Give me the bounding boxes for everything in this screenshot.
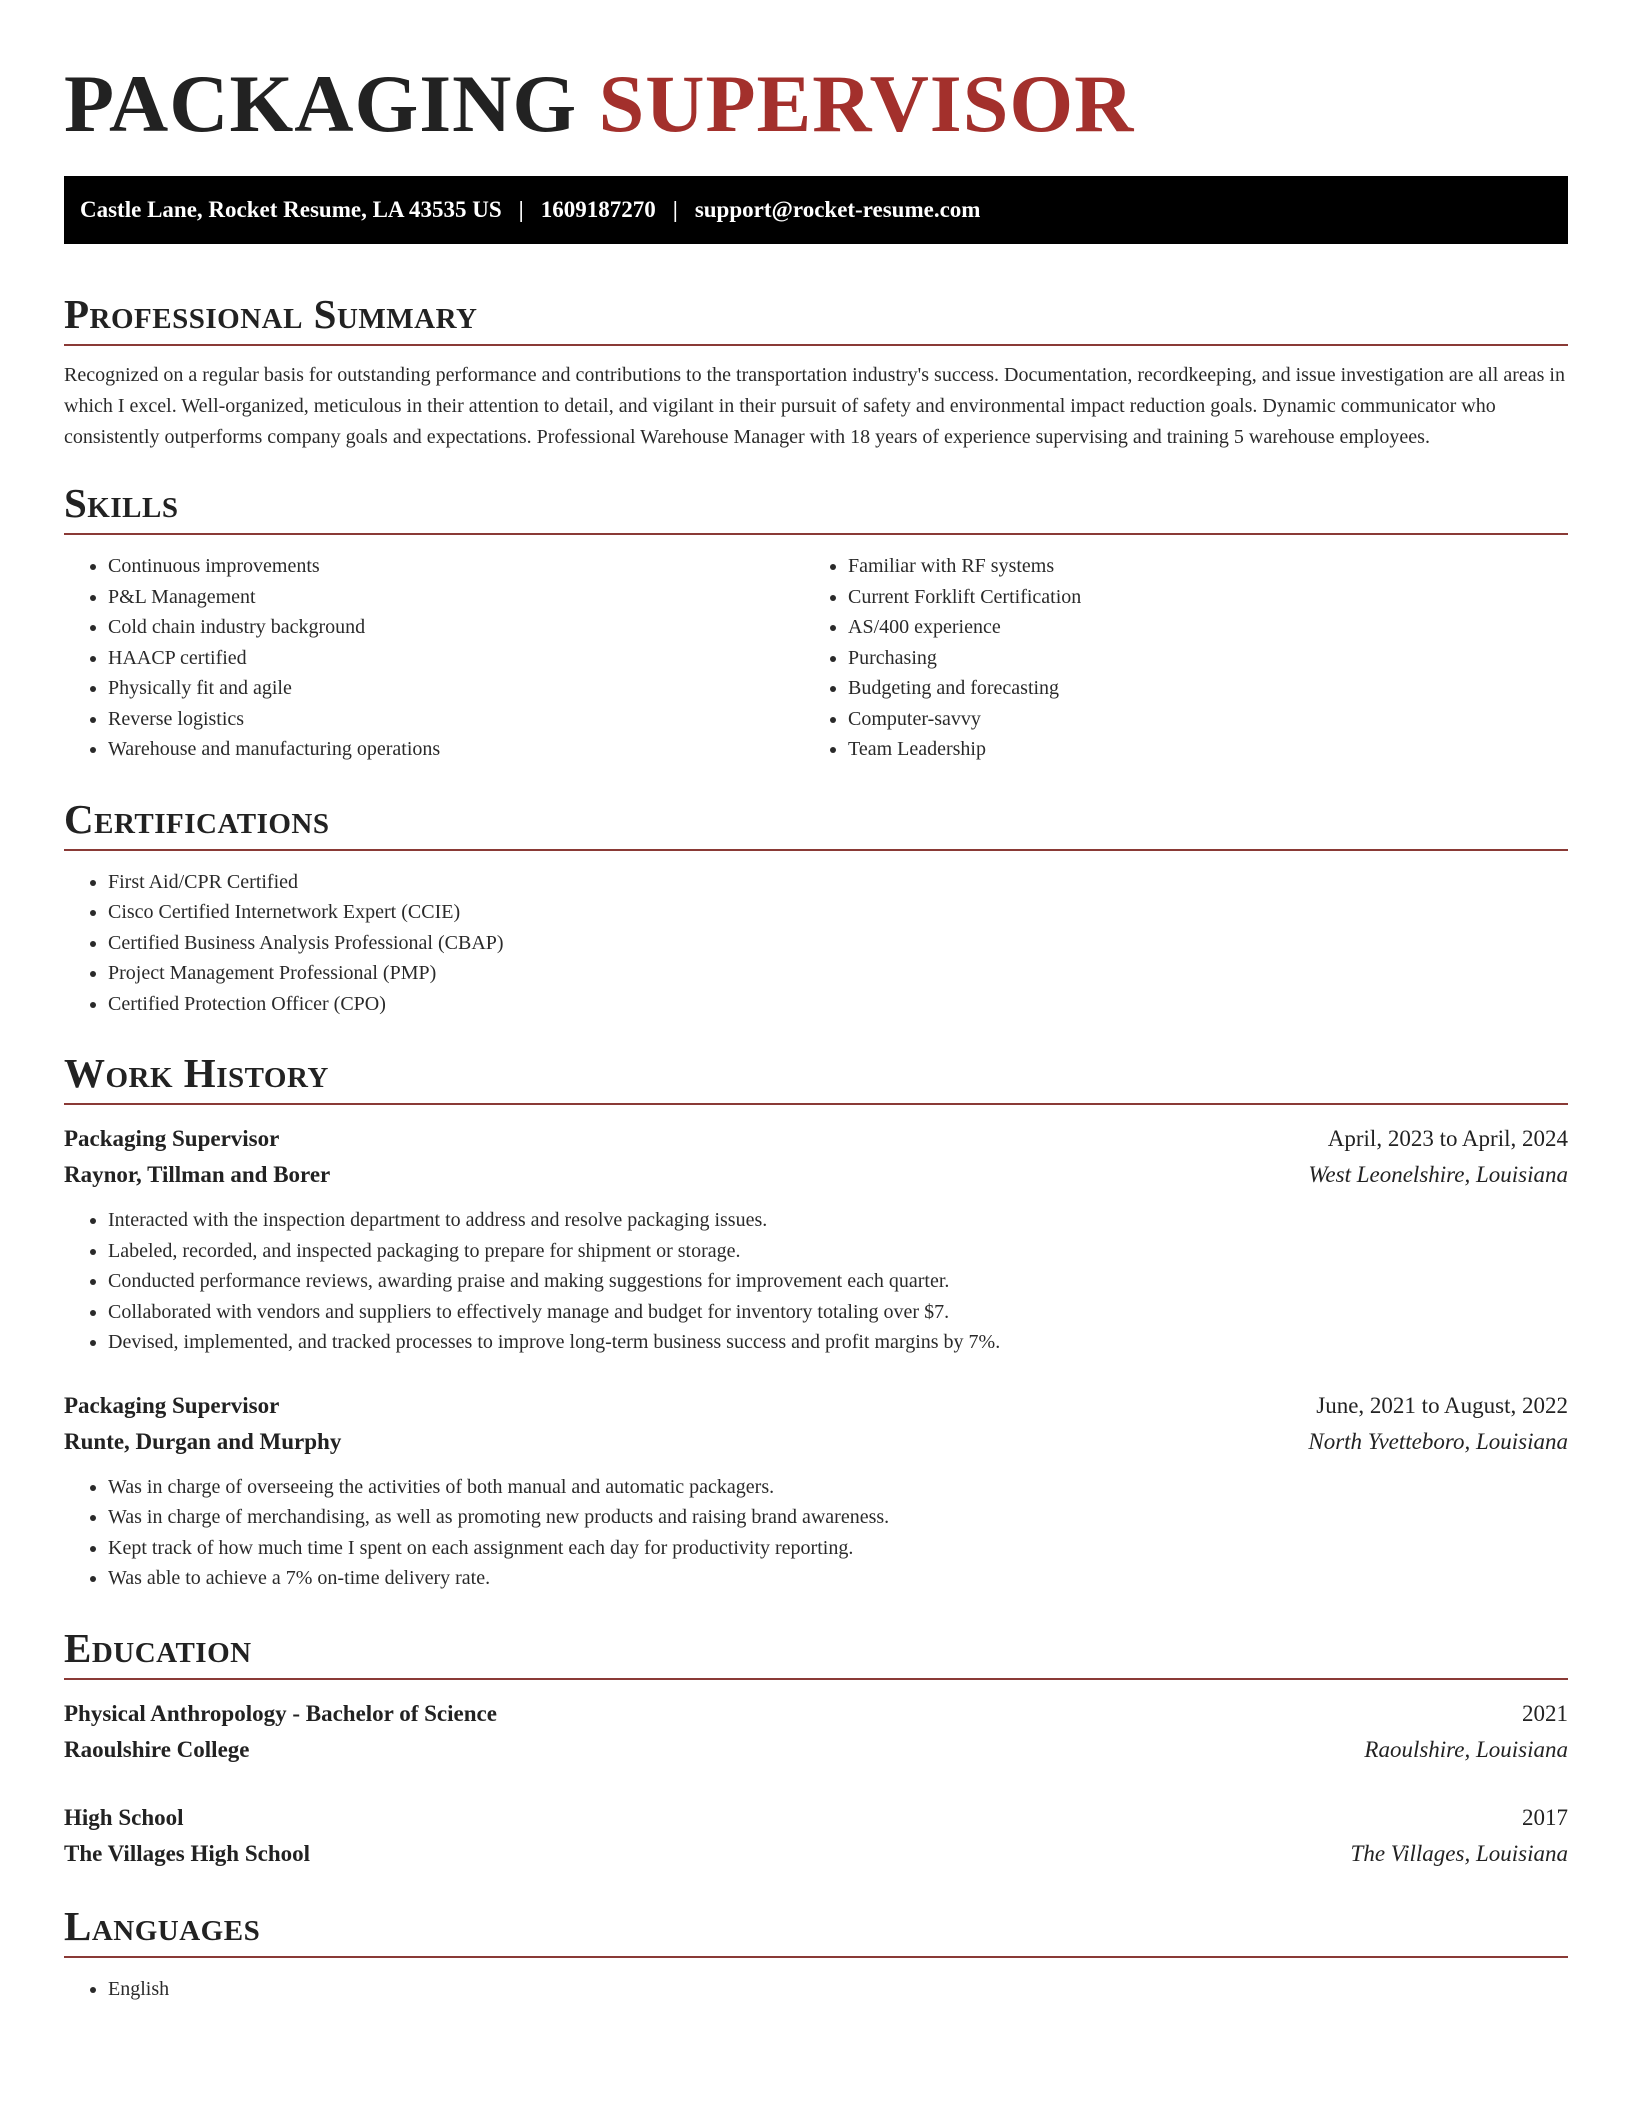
work-history-section bbox=[64, 1043, 1568, 1594]
skill-item: • Purchasing bbox=[848, 643, 1568, 674]
resume-title bbox=[64, 0, 1568, 176]
language-item: • English bbox=[108, 1974, 1568, 2005]
education-year: 2017 bbox=[1522, 1804, 1568, 1830]
skill-item: • Physically fit and agile bbox=[108, 673, 804, 704]
education-section bbox=[64, 1618, 1568, 1872]
education-school-row bbox=[64, 1836, 1568, 1872]
skill-item: • Reverse logistics bbox=[108, 704, 804, 735]
skills-section bbox=[64, 473, 1568, 765]
certifications-heading: Certifications bbox=[64, 789, 1568, 851]
job-title: Packaging Supervisor bbox=[64, 1126, 280, 1151]
skills-list-right bbox=[804, 551, 1568, 765]
summary-heading: Professional Summary bbox=[64, 284, 1568, 346]
certification-item: • Project Management Professional (PMP) bbox=[108, 958, 1568, 989]
contact-email: support@rocket-resume.com bbox=[694, 197, 981, 222]
languages-heading: Languages bbox=[64, 1896, 1568, 1958]
skill-item: • Current Forklift Certification bbox=[848, 582, 1568, 613]
job-bullet: • Was in charge of overseeing the activities of both manual and automatic packagers. bbox=[108, 1472, 1568, 1503]
education-school: The Villages High School bbox=[64, 1840, 311, 1866]
certification-item: • Cisco Certified Internetwork Expert (CCIE) bbox=[108, 897, 1568, 928]
job-company: Raynor, Tillman and Borer bbox=[64, 1162, 331, 1187]
education-entry bbox=[64, 1800, 1568, 1872]
education-school-row bbox=[64, 1732, 1568, 1768]
education-heading: Education bbox=[64, 1618, 1568, 1680]
skill-item: • AS/400 experience bbox=[848, 612, 1568, 643]
contact-address: Castle Lane, Rocket Resume, LA 43535 US bbox=[80, 197, 502, 222]
skills-heading: Skills bbox=[64, 473, 1568, 535]
job-dates: June, 2021 to August, 2022 bbox=[1316, 1392, 1568, 1418]
job-title: Packaging Supervisor bbox=[64, 1392, 280, 1418]
certifications-list bbox=[64, 867, 1568, 1020]
job-bullet: • Conducted performance reviews, awarding praise and making suggestions for improvement each quarter. bbox=[108, 1266, 1568, 1297]
education-degree: Physical Anthropology - Bachelor of Science bbox=[64, 1700, 497, 1726]
job-company-row bbox=[64, 1424, 1568, 1460]
contact-phone: 1609187270 bbox=[540, 197, 656, 222]
job-dates: April, 2023 to April, 2024 bbox=[1327, 1126, 1568, 1151]
certification-item: • Certified Protection Officer (CPO) bbox=[108, 989, 1568, 1020]
job-bullets bbox=[64, 1205, 1568, 1358]
certifications-section bbox=[64, 789, 1568, 1020]
job-bullet: • Collaborated with vendors and suppliers to effectively manage and budget for inventory totaling over $7. bbox=[108, 1297, 1568, 1328]
job-company-row bbox=[64, 1157, 1568, 1193]
job-bullet: • Interacted with the inspection department to address and resolve packaging issues. bbox=[108, 1205, 1568, 1236]
skills-list-left bbox=[64, 551, 804, 765]
title-first-word: PACKAGING bbox=[64, 58, 578, 149]
job-location: North Yvetteboro, Louisiana bbox=[1308, 1428, 1568, 1454]
education-location: The Villages, Louisiana bbox=[1350, 1840, 1568, 1866]
certification-item: • First Aid/CPR Certified bbox=[108, 867, 1568, 898]
languages-list bbox=[64, 1974, 1568, 2005]
education-year: 2021 bbox=[1522, 1700, 1568, 1726]
skill-item: • Cold chain industry background bbox=[108, 612, 804, 643]
education-location: Raoulshire, Louisiana bbox=[1364, 1736, 1568, 1762]
job-title-row bbox=[64, 1121, 1568, 1157]
job-entry bbox=[64, 1121, 1568, 1358]
contact-bar bbox=[64, 176, 1568, 244]
summary-text: Recognized on a regular basis for outstanding performance and contributions to the transportation industry's success. Documentation, recordkeeping, and issue investigation are all areas in which I excel. Well-organized, meticulous in their attention to detail, and vigilant in their pursuit of safety and environmental impact reduction goals. Dynamic communicator who consistently outperforms company goals and expectations. Professional Warehouse Manager with 18 years of experience supervising and training 5 warehouse employees. bbox=[64, 364, 1565, 448]
education-degree-row bbox=[64, 1696, 1568, 1732]
work-history-heading: Work History bbox=[64, 1043, 1568, 1105]
title-second-word: SUPERVISOR bbox=[598, 58, 1135, 149]
certification-item: • Certified Business Analysis Professional (CBAP) bbox=[108, 928, 1568, 959]
contact-separator: | bbox=[672, 197, 678, 222]
job-title-row bbox=[64, 1388, 1568, 1424]
skill-item: • P&L Management bbox=[108, 582, 804, 613]
job-bullet: • Was able to achieve a 7% on-time delivery rate. bbox=[108, 1563, 1568, 1594]
skill-item: • Familiar with RF systems bbox=[848, 551, 1568, 582]
job-bullets bbox=[64, 1472, 1568, 1594]
skill-item: • Team Leadership bbox=[848, 734, 1568, 765]
skill-item: • HAACP certified bbox=[108, 643, 804, 674]
job-bullet: • Was in charge of merchandising, as well as promoting new products and raising brand awareness. bbox=[108, 1502, 1568, 1533]
skills-grid bbox=[64, 551, 1568, 765]
education-entry bbox=[64, 1696, 1568, 1768]
skill-item: • Warehouse and manufacturing operations bbox=[108, 734, 804, 765]
education-degree-row bbox=[64, 1800, 1568, 1836]
job-entry bbox=[64, 1388, 1568, 1594]
skill-item: • Continuous improvements bbox=[108, 551, 804, 582]
summary-section bbox=[64, 284, 1568, 453]
contact-separator: | bbox=[518, 197, 524, 222]
job-bullet: • Kept track of how much time I spent on each assignment each day for productivity reporting. bbox=[108, 1533, 1568, 1564]
education-degree: High School bbox=[64, 1804, 184, 1830]
skill-item: • Budgeting and forecasting bbox=[848, 673, 1568, 704]
languages-section bbox=[64, 1896, 1568, 2005]
job-bullet: • Devised, implemented, and tracked processes to improve long-term business success and profit margins by 7%. bbox=[108, 1327, 1568, 1358]
job-location: West Leonelshire, Louisiana bbox=[1308, 1162, 1568, 1187]
education-school: Raoulshire College bbox=[64, 1736, 250, 1762]
job-company: Runte, Durgan and Murphy bbox=[64, 1428, 342, 1454]
job-bullet: • Labeled, recorded, and inspected packaging to prepare for shipment or storage. bbox=[108, 1236, 1568, 1267]
skill-item: • Computer-savvy bbox=[848, 704, 1568, 735]
